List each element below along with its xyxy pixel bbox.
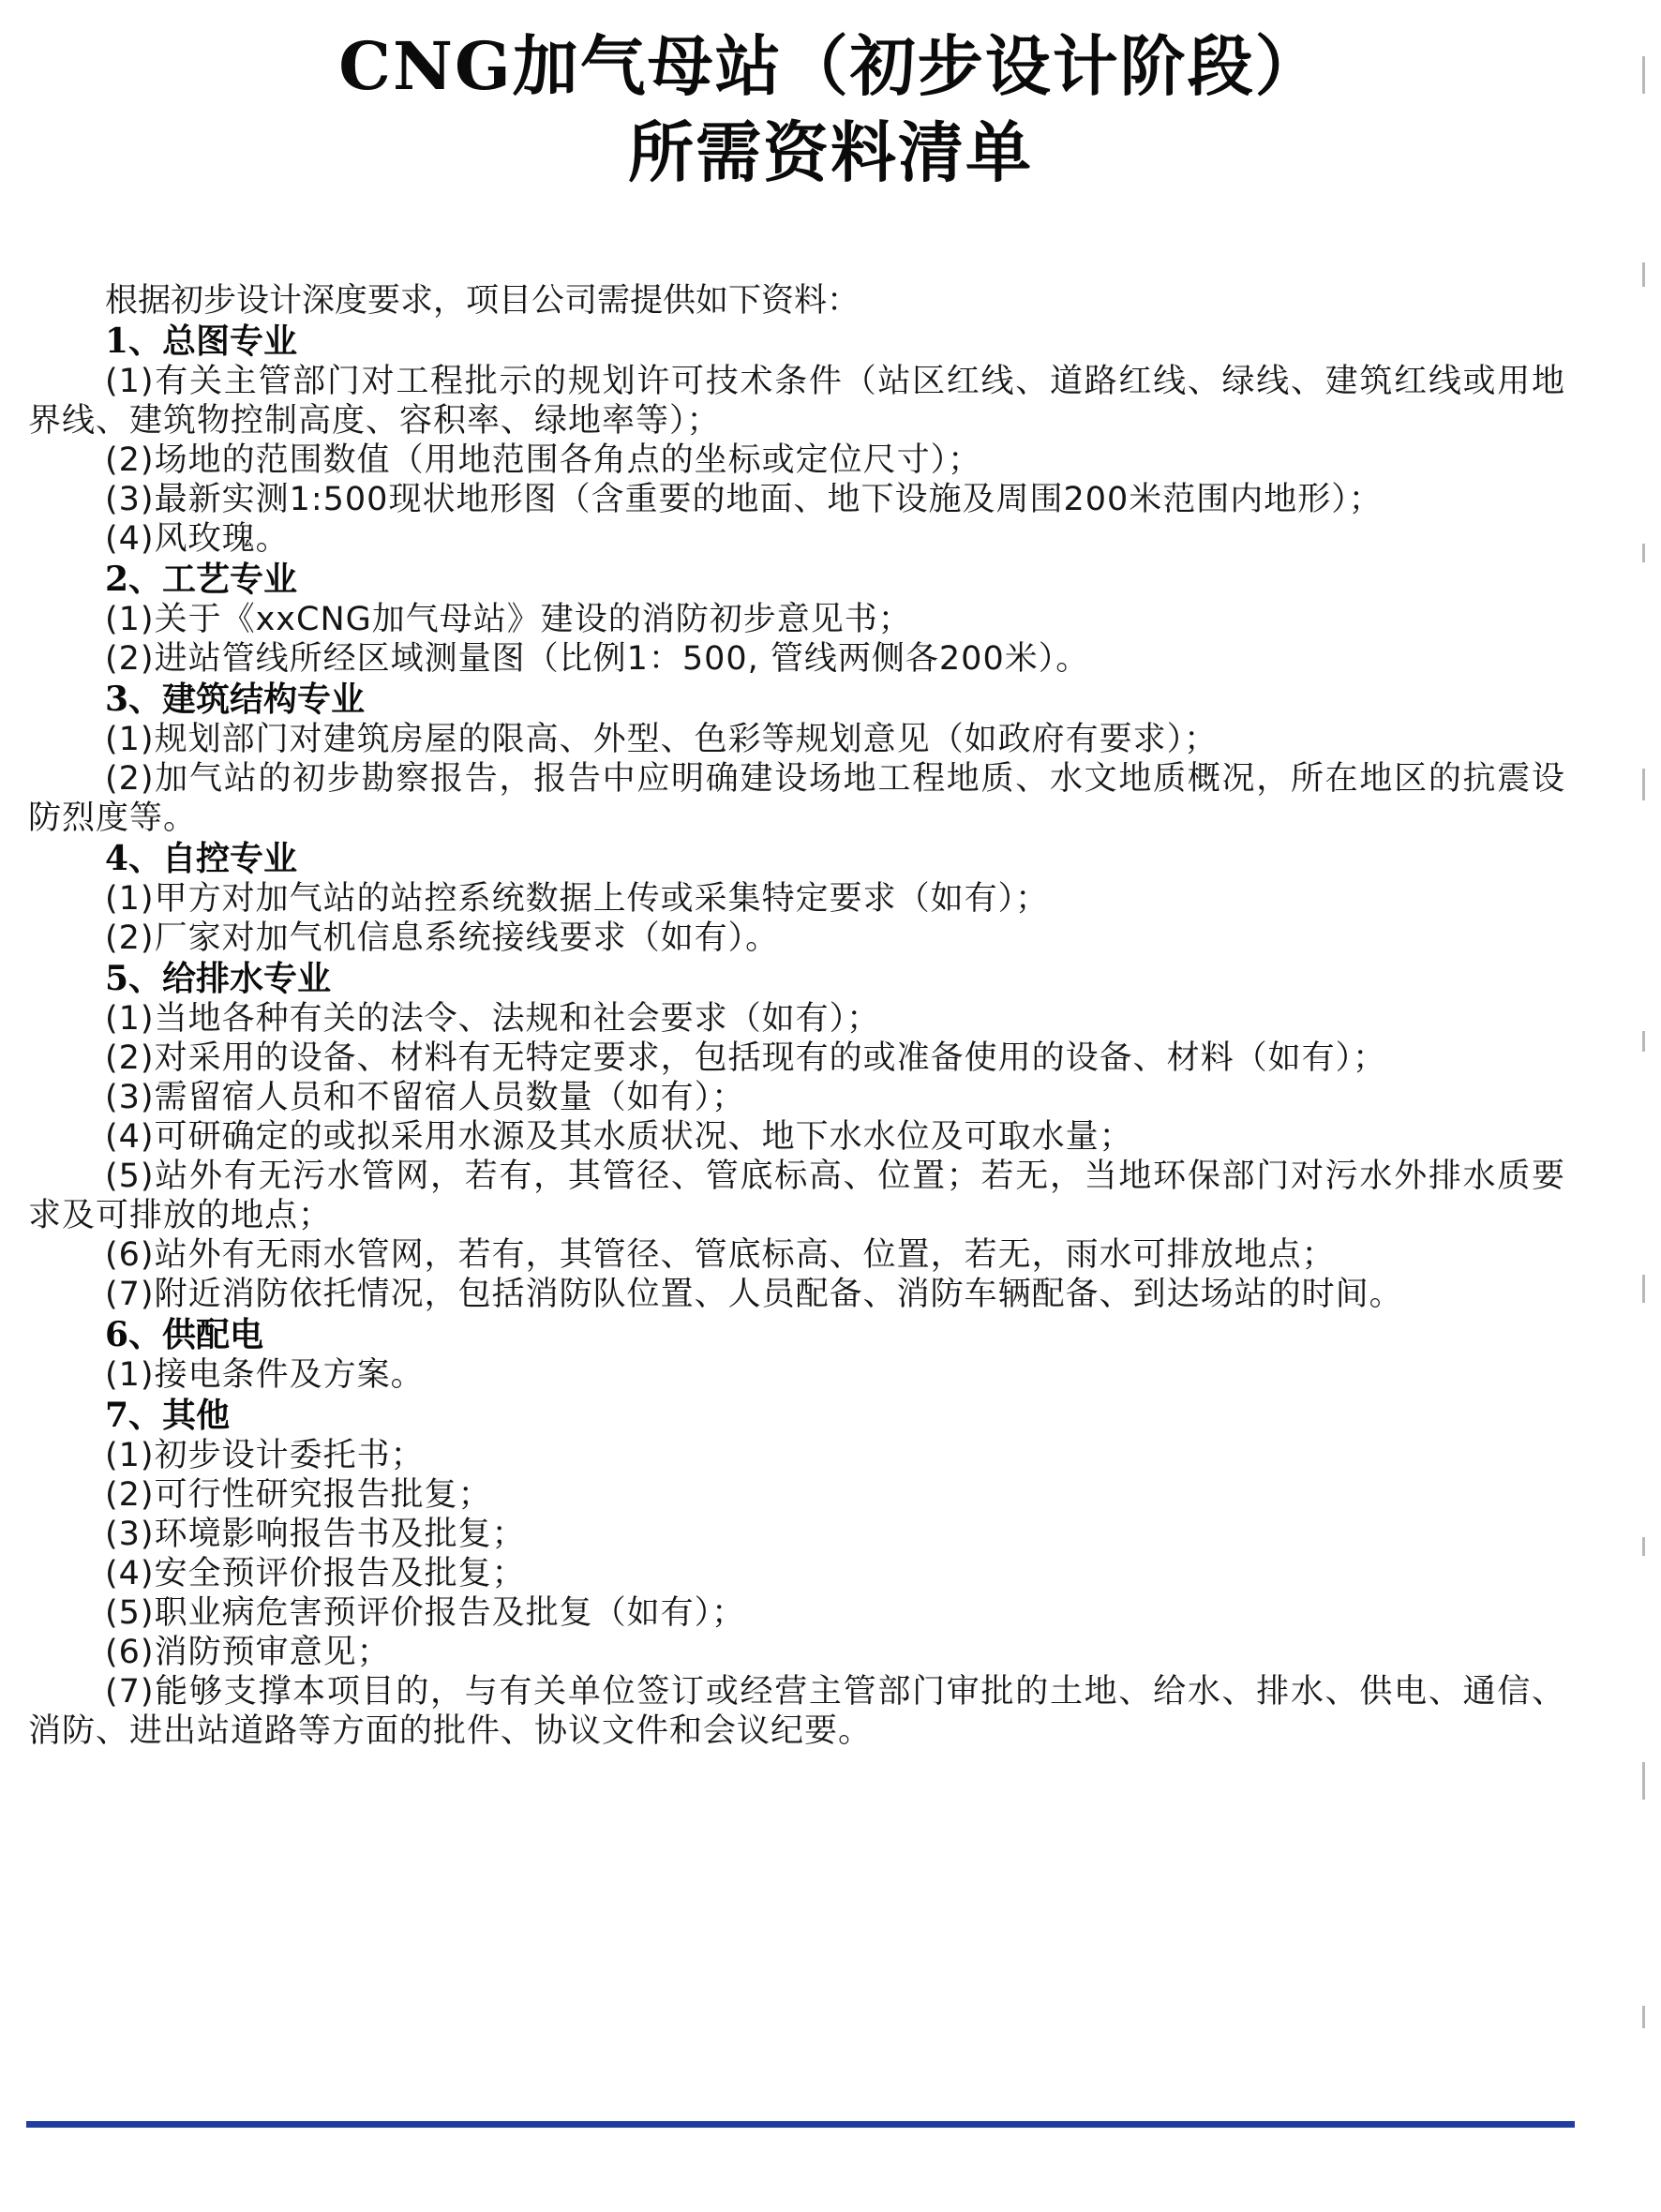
list-item: (3)环境影响报告书及批复； xyxy=(105,1516,526,1553)
scan-edge-marks xyxy=(1642,56,1648,2118)
page-title-line1: CNG加气母站（初步设计阶段） xyxy=(338,27,1323,105)
list-item: (3)最新实测1:500现状地形图（含重要的地面、地下设施及周围200米范围内地形）； xyxy=(105,481,1383,518)
intro-paragraph: 根据初步设计深度要求，项目公司需提供如下资料： xyxy=(105,282,860,320)
list-item: (2)可行性研究报告批复； xyxy=(105,1476,492,1514)
list-item: (4)风玫瑰。 xyxy=(105,520,290,558)
list-item: (5)站外有无污水管网，若有，其管径、管底标高、位置；若无，当地环保部门对污水外排水质要求及可排放的地点； xyxy=(28,1158,1565,1234)
list-item: (1)初步设计委托书； xyxy=(105,1437,425,1474)
list-item: (6)站外有无雨水管网，若有，其管径、管底标高、位置，若无，雨水可排放地点； xyxy=(105,1236,1336,1274)
list-item: (1)甲方对加气站的站控系统数据上传或采集特定要求（如有）； xyxy=(105,880,1050,918)
list-item: (3)需留宿人员和不留宿人员数量（如有）； xyxy=(105,1079,746,1116)
list-item: (1)当地各种有关的法令、法规和社会要求（如有）； xyxy=(105,1000,881,1038)
list-item: (4)安全预评价报告及批复； xyxy=(105,1555,526,1592)
list-item: (2)场地的范围数值（用地范围各角点的坐标或定位尺寸）； xyxy=(105,441,982,479)
document-body xyxy=(28,281,1565,1751)
list-item: (1)规划部门对建筑房屋的限高、外型、色彩等规划意见（如政府有要求）； xyxy=(105,721,1219,758)
list-item: (1)关于《xxCNG加气母站》建设的消防初步意见书； xyxy=(105,601,912,638)
list-item: (2)厂家对加气机信息系统接线要求（如有）。 xyxy=(105,919,780,957)
section-heading: 5、给排水专业 xyxy=(105,959,332,998)
list-item: (1)接电条件及方案。 xyxy=(105,1356,425,1394)
section-heading: 6、供配电 xyxy=(105,1315,264,1354)
list-item: (7)附近消防依托情况，包括消防队位置、人员配备、消防车辆配备、到达场站的时间。 xyxy=(105,1276,1403,1313)
section-heading: 4、自控专业 xyxy=(105,839,298,878)
page-title-line2: 所需资料清单 xyxy=(628,113,1033,191)
list-item: (1)有关主管部门对工程批示的规划许可技术条件（站区红线、道路红线、绿线、建筑红线或用地界线、建筑物控制高度、容积率、绿地率等）； xyxy=(28,363,1565,440)
list-item: (2)对采用的设备、材料有无特定要求，包括现有的或准备使用的设备、材料（如有）； xyxy=(105,1039,1387,1077)
list-item: (5)职业病危害预评价报告及批复（如有）； xyxy=(105,1594,746,1632)
list-item: (2)加气站的初步勘察报告，报告中应明确建设场地工程地质、水文地质概况，所在地区的抗震设防烈度等。 xyxy=(28,760,1565,837)
list-item: (4)可研确定的或拟采用水源及其水质状况、地下水水位及可取水量； xyxy=(105,1118,1133,1156)
footer-rule xyxy=(26,2121,1575,2128)
section-heading: 7、其他 xyxy=(105,1396,231,1435)
section-heading: 1、总图专业 xyxy=(105,321,298,361)
list-item: (6)消防预审意见； xyxy=(105,1634,391,1671)
list-item: (2)进站管线所经区域测量图（比例1：500, 管线两侧各200米）。 xyxy=(105,640,1090,678)
section-heading: 2、工艺专业 xyxy=(105,560,298,599)
list-item: (7)能够支撑本项目的，与有关单位签订或经营主管部门审批的土地、给水、排水、供电、通信、消防、进出站道路等方面的批件、协议文件和会议纪要。 xyxy=(28,1673,1565,1750)
section-heading: 3、建筑结构专业 xyxy=(105,680,366,719)
